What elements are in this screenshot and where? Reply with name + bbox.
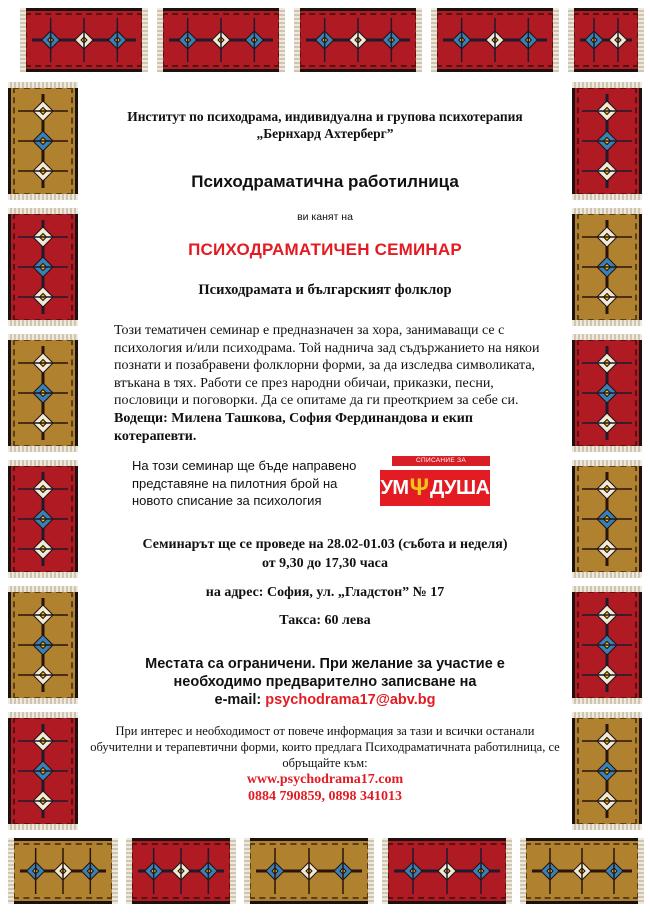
seminar-description	[114, 322, 554, 445]
event-address: на адрес: София, ул. „Гладстон” № 17	[205, 585, 445, 601]
flyer-content	[90, 108, 560, 805]
email-label: e-mail:	[214, 692, 262, 709]
promo-text: На този семинар ще бъде направено представяне на пилотния брой на новото списание за психология	[132, 458, 357, 509]
date-line-2: от 9,30 до 17,30 часа	[261, 556, 389, 572]
rug-tile	[8, 82, 78, 200]
psi-icon: Ψ	[409, 474, 430, 502]
logo-strip: СПИСАНИЕ ЗА	[392, 456, 490, 466]
registration-email-row	[90, 691, 560, 709]
event-date	[90, 535, 560, 573]
rug-tile	[431, 8, 559, 72]
rug-tile	[572, 712, 642, 830]
logo-word-left: УМ	[380, 476, 409, 499]
rug-tile	[572, 460, 642, 578]
logo-box	[380, 470, 490, 506]
email-link[interactable]: psychodrama17@abv.bg	[265, 692, 436, 709]
um-i-dusha-logo	[380, 456, 490, 516]
rug-tile	[568, 8, 644, 72]
event-fee: Такса: 60 лева	[279, 613, 371, 629]
rug-tile	[572, 208, 642, 326]
rug-tile	[8, 208, 78, 326]
contact-info: При интерес и необходимост от повече информация за тази и всички останали обучителни и терапевтични форми, които предлага Психодраматичната работилница, се обръщайте към:	[90, 724, 560, 771]
rug-tile	[8, 460, 78, 578]
rug-tile	[8, 838, 118, 904]
registration-line-2: необходимо предварително записване на	[173, 674, 477, 691]
rug-tile	[8, 712, 78, 830]
logo-word-right: ДУША	[430, 476, 490, 499]
rug-tile	[382, 838, 512, 904]
institute-name	[90, 108, 560, 142]
invite-text: ви канят на	[297, 211, 353, 223]
institute-line-1: Институт по психодрама, индивидуална и групова психотерапия	[127, 109, 523, 124]
rug-tile	[8, 586, 78, 704]
rug-tile	[572, 334, 642, 452]
seminar-subtitle: Психодрамата и българският фолклор	[198, 282, 452, 298]
rug-tile	[126, 838, 236, 904]
phone-numbers: 0884 790859, 0898 341013	[248, 789, 402, 805]
magazine-promo	[90, 457, 560, 527]
rug-tile	[572, 82, 642, 200]
rug-tile	[294, 8, 422, 72]
leaders-text: Водещи: Милена Ташкова, София Фердинандова и екип котерапевти.	[114, 410, 473, 444]
description-text: Този тематичен семинар е предназначен за хора, занимаващи се с психология и/или психодрама. Той надничa зад съдържанието на някои познати и позабравени фолклорни форми, за да изследва символиката, втъкана в тях. Работи се през народни обичаи, приказки, песни, пословици и поговорки. Да се опитаме да ги преоткрием за себе си.	[114, 323, 540, 409]
rug-tile	[572, 586, 642, 704]
seminar-title: ПСИХОДРАМАТИЧЕН СЕМИНАР	[188, 240, 462, 259]
date-line-1: Семинарът ще се проведе на 28.02-01.03 (събота и неделя)	[142, 537, 508, 553]
institute-line-2: „Бернхард Ахтерберг”	[256, 126, 394, 141]
organizer-title: Психодраматична работилница	[191, 172, 459, 191]
registration-line-1: Местата са ограничени. При желание за участие е	[145, 656, 505, 673]
registration-note	[90, 655, 560, 709]
rug-tile	[20, 8, 148, 72]
website-link[interactable]: www.psychodrama17.com	[246, 772, 404, 788]
rug-tile	[157, 8, 285, 72]
rug-tile	[244, 838, 374, 904]
rug-tile	[8, 334, 78, 452]
rug-tile	[520, 838, 644, 904]
